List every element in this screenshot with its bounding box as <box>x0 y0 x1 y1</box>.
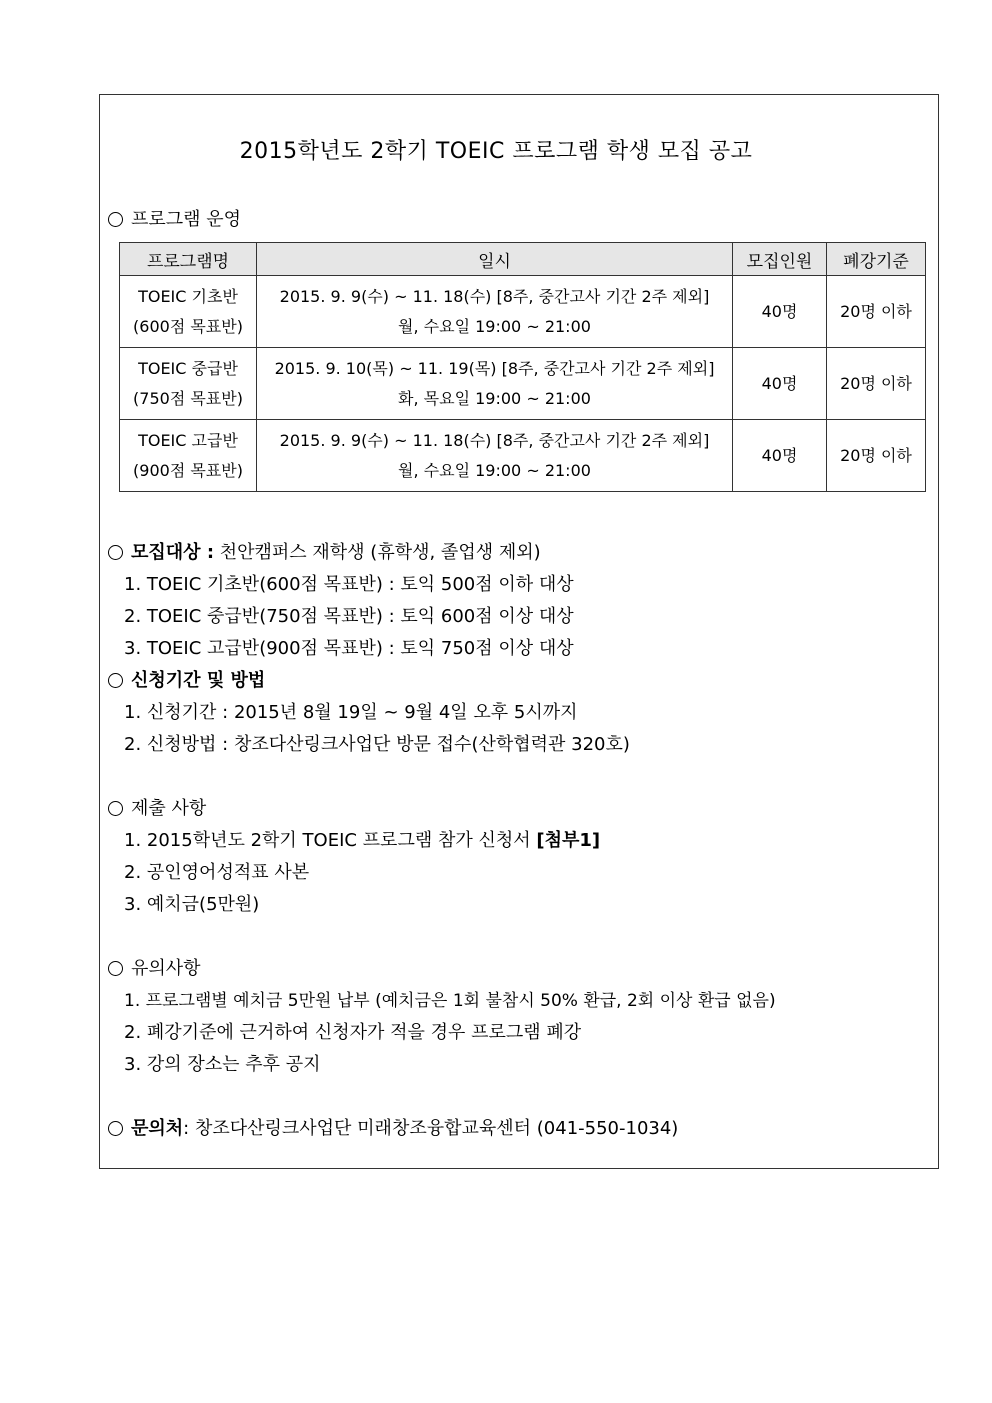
program-table <box>119 242 926 492</box>
header-capacity: 모집인원 <box>733 243 827 276</box>
submit-item: 1. 2015학년도 2학기 TOEIC 프로그램 참가 신청서 [첨부1] <box>124 830 601 851</box>
notes-item: 2. 폐강기준에 근거하여 신청자가 적을 경우 프로그램 폐강 <box>124 1022 582 1043</box>
table-header-row <box>120 243 926 276</box>
table-row <box>120 276 926 348</box>
section-program-heading: 프로그램 운영 <box>108 205 241 231</box>
apply-item: 2. 신청방법 : 창조다산링크사업단 방문 접수(산학협력관 320호) <box>124 734 630 755</box>
attachment-label: [첨부1] <box>536 830 601 851</box>
schedule-cell: 2015. 9. 9(수) ~ 11. 18(수) [8주, 중간고사 기간 2주 제외] 월, 수요일 19:00 ~ 21:00 <box>257 420 733 492</box>
header-cancel-criteria: 폐강기준 <box>827 243 926 276</box>
cancel-criteria-cell: 20명 이하 <box>827 276 926 348</box>
section-apply-heading: 신청기간 및 방법 <box>108 666 265 692</box>
capacity-cell: 40명 <box>733 348 827 420</box>
table-row <box>120 420 926 492</box>
submit-item: 3. 예치금(5만원) <box>124 894 260 915</box>
circle-bullet-icon <box>108 801 123 816</box>
capacity-cell: 40명 <box>733 276 827 348</box>
schedule-cell: 2015. 9. 10(목) ~ 11. 19(목) [8주, 중간고사 기간 2주 제외] 화, 목요일 19:00 ~ 21:00 <box>257 348 733 420</box>
table-row <box>120 348 926 420</box>
section-target-heading: 모집대상 : 천안캠퍼스 재학생 (휴학생, 졸업생 제외) <box>108 538 541 564</box>
notes-item: 3. 강의 장소는 추후 공지 <box>124 1054 321 1075</box>
circle-bullet-icon <box>108 961 123 976</box>
notice-title: 2015학년도 2학기 TOEIC 프로그램 학생 모집 공고 <box>239 139 753 164</box>
circle-bullet-icon <box>108 673 123 688</box>
program-name-cell: TOEIC 기초반 (600점 목표반) <box>120 276 257 348</box>
apply-item: 1. 신청기간 : 2015년 8월 19일 ~ 9월 4일 오후 5시까지 <box>124 702 578 723</box>
circle-bullet-icon <box>108 212 123 227</box>
header-program-name: 프로그램명 <box>120 243 257 276</box>
target-item: 2. TOEIC 중급반(750점 목표반) : 토익 600점 이상 대상 <box>124 606 574 627</box>
program-name-cell: TOEIC 중급반 (750점 목표반) <box>120 348 257 420</box>
circle-bullet-icon <box>108 545 123 560</box>
notes-item: 1. 프로그램별 예치금 5만원 납부 (예치금은 1회 불참시 50% 환급, 2회 이상 환급 없음) <box>124 991 776 1011</box>
cancel-criteria-cell: 20명 이하 <box>827 420 926 492</box>
section-submit-heading: 제출 사항 <box>108 794 206 820</box>
program-name-cell: TOEIC 고급반 (900점 목표반) <box>120 420 257 492</box>
target-item: 3. TOEIC 고급반(900점 목표반) : 토익 750점 이상 대상 <box>124 638 574 659</box>
submit-item: 2. 공인영어성적표 사본 <box>124 862 310 883</box>
circle-bullet-icon <box>108 1121 123 1136</box>
cancel-criteria-cell: 20명 이하 <box>827 348 926 420</box>
schedule-cell: 2015. 9. 9(수) ~ 11. 18(수) [8주, 중간고사 기간 2주 제외] 월, 수요일 19:00 ~ 21:00 <box>257 276 733 348</box>
header-schedule: 일시 <box>257 243 733 276</box>
section-contact-heading: 문의처: 창조다산링크사업단 미래창조융합교육센터 (041-550-1034) <box>108 1114 678 1140</box>
section-notes-heading: 유의사항 <box>108 954 201 980</box>
capacity-cell: 40명 <box>733 420 827 492</box>
target-item: 1. TOEIC 기초반(600점 목표반) : 토익 500점 이하 대상 <box>124 574 574 595</box>
